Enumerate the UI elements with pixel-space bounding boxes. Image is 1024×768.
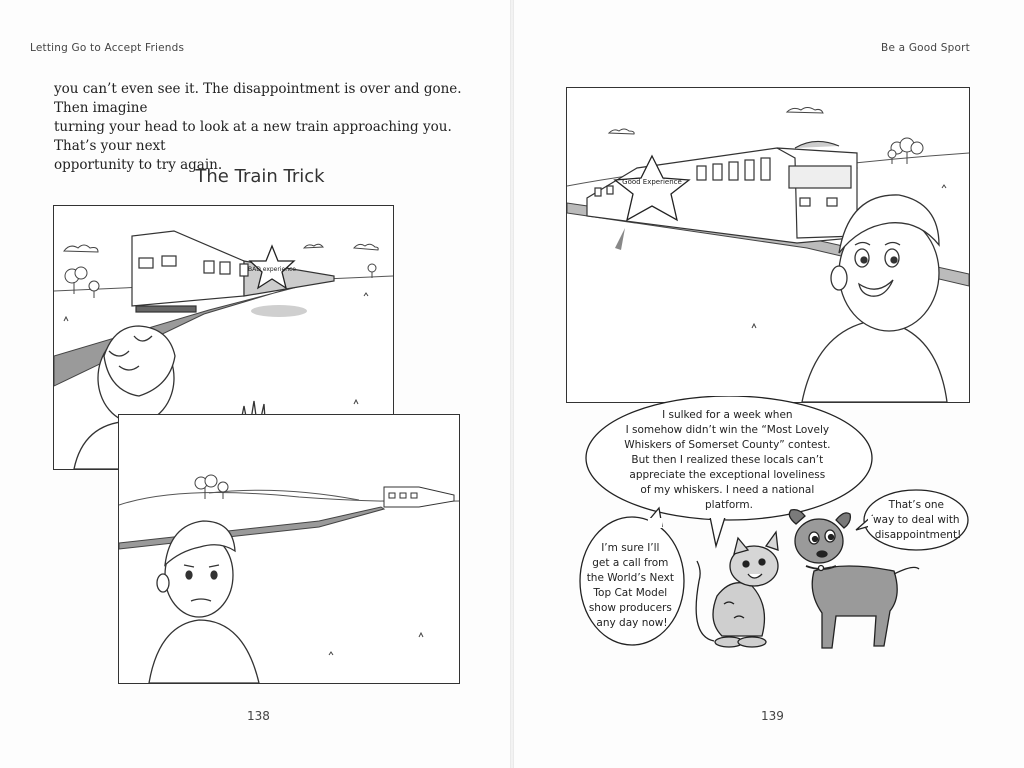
tree-icon [888, 138, 923, 164]
bubble-line: I somehow didn’t win the “Most Lovely [625, 424, 830, 436]
bubble-line: platform. [705, 499, 753, 511]
panel-drawing-new-train [567, 88, 969, 402]
panel-drawing-boy-sad [119, 415, 459, 683]
cloud-icon [609, 129, 634, 134]
section-title: The Train Trick [195, 166, 325, 187]
bubble-line: way to deal with [873, 514, 960, 526]
train-icon [587, 141, 857, 243]
bubble-line: That’s one [888, 499, 944, 511]
page-number-left: 138 [247, 709, 270, 723]
bubble-line: get a call from [592, 557, 669, 569]
cat-figure [696, 532, 778, 647]
train-icon [132, 231, 334, 312]
comic-panel-boy-sad [118, 414, 460, 684]
star-label-good: Good Experience [622, 178, 682, 186]
bubble-line: appreciate the exceptional loveliness [629, 469, 826, 481]
right-page [514, 0, 1024, 768]
cloud-icon [64, 245, 98, 252]
body-line-1: you can’t even see it. The disappointment is over and gone. Then imagine [54, 81, 462, 116]
bubble-line: the World’s Next [586, 572, 674, 584]
cloud-icon [354, 244, 378, 250]
bubble-line: But then I realized these locals can’t [631, 454, 824, 466]
speech-bubble-cat-second [580, 508, 684, 645]
body-text [54, 80, 464, 175]
left-page [0, 0, 510, 768]
body-line-2: turning your head to look at a new train approaching you. That’s your next [54, 119, 452, 154]
cat-dog-drawing [574, 396, 994, 686]
bubble-line: disappointment! [874, 529, 962, 541]
cloud-icon [304, 244, 323, 248]
cloud-icon [787, 108, 823, 114]
body-line-3: opportunity to try again. [54, 157, 223, 173]
bubble-line: Whiskers of Somerset County” contest. [624, 439, 831, 451]
bubble-line: I’m sure I’ll [601, 542, 660, 554]
train-icon [384, 487, 454, 507]
bubble-line: I sulked for a week when [662, 409, 793, 421]
running-head-right: Be a Good Sport [881, 42, 970, 54]
bubble-line: any day now! [596, 617, 668, 629]
tree-icon [195, 475, 228, 499]
boy-sad-figure [149, 521, 259, 683]
comic-cat-dog-scene [574, 396, 994, 686]
speech-bubble-dog [856, 490, 968, 550]
bubble-line: of my whiskers. I need a national [640, 484, 815, 496]
star-label: BAD experience [247, 266, 297, 273]
comic-panel-new-train [566, 87, 970, 403]
page-number-right: 139 [761, 709, 784, 723]
bubble-line: Top Cat Model [593, 587, 668, 599]
running-head-left: Letting Go to Accept Friends [30, 42, 185, 54]
svg-text:I sulked for a week when [624, 409, 834, 511]
bubble-line: show producers [588, 602, 672, 614]
